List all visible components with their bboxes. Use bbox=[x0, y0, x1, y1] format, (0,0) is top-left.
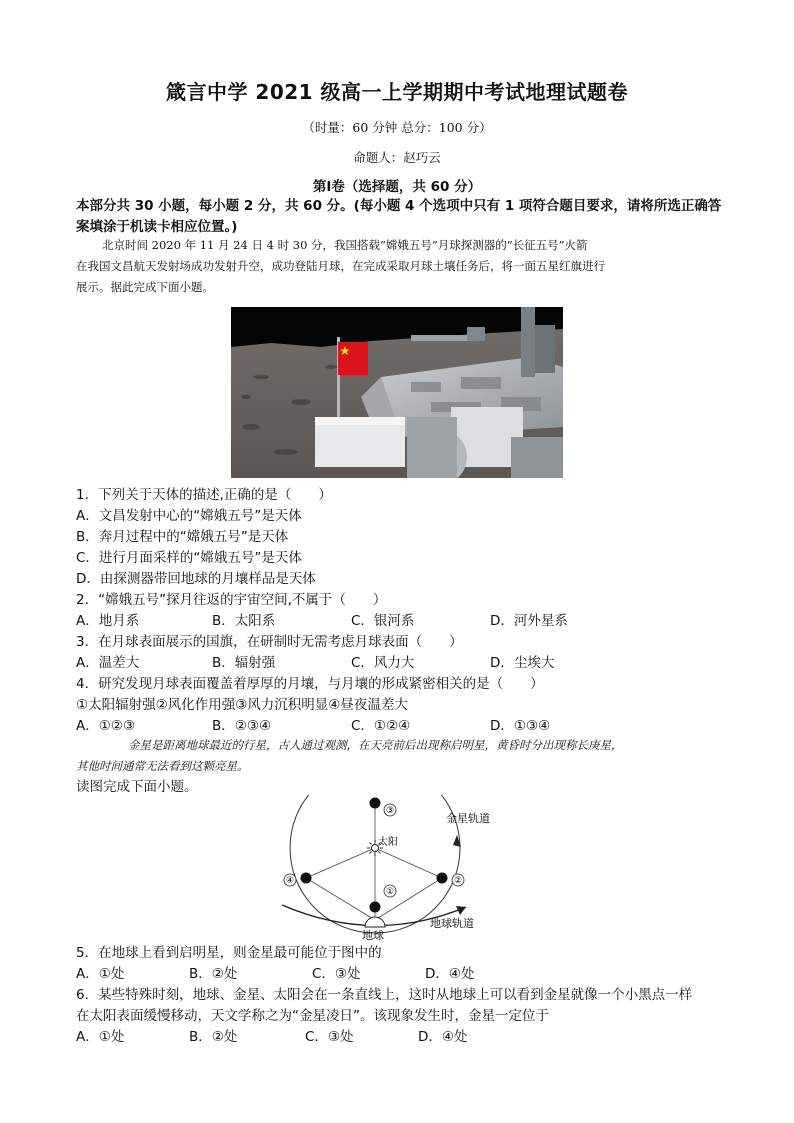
section-heading: 第Ⅰ卷（选择题，共 60 分） bbox=[312, 179, 482, 195]
venus-position-2 bbox=[437, 873, 448, 884]
marker-4: ④ bbox=[285, 876, 295, 886]
china-flag bbox=[338, 342, 368, 375]
question-6-stem-line2: 在太阳表面缓慢移动，天文学称之为“金星凌日”。该现象发生时，金星一定位于 bbox=[76, 1008, 549, 1024]
q6-option-b[interactable]: B．②处 bbox=[189, 1029, 238, 1045]
question-4-choices: ①太阳辐射强②风化作用强③风力沉积明显④昼夜温差大 bbox=[76, 697, 408, 713]
q5-option-d[interactable]: D．④处 bbox=[425, 966, 475, 982]
passage2-line1: 金星是距离地球最近的行星，古人通过观测，在天亮前后出现称启明星，黄昏时分出现称长庚星， bbox=[128, 738, 623, 752]
sun-label: 太阳 bbox=[378, 837, 398, 848]
q4-option-a[interactable]: A．①②③ bbox=[76, 718, 136, 734]
q5-option-b[interactable]: B．②处 bbox=[189, 966, 238, 982]
q2-option-a[interactable]: A．地月系 bbox=[76, 613, 140, 629]
q1-option-d[interactable]: D．由探测器带回地球的月壤样品是天体 bbox=[76, 571, 316, 587]
q4-option-c[interactable]: C．①②④ bbox=[351, 718, 411, 734]
time-score: （时量：60 分钟 总分：100 分） bbox=[302, 120, 492, 135]
q6-option-a[interactable]: A．①处 bbox=[76, 1029, 125, 1045]
page-title: 箴言中学 2021 级高一上学期期中考试地理试题卷 bbox=[165, 80, 629, 104]
passage1-line1: 北京时间 2020 年 11 月 24 日 4 时 30 分，我国搭载“嫦娥五号”月球探测器的“长征五号”火箭 bbox=[102, 238, 588, 252]
venus-orbit-label: 金星轨道 bbox=[446, 812, 490, 825]
author: 命题人：赵巧云 bbox=[353, 150, 441, 165]
venus-position-3 bbox=[370, 798, 381, 809]
instruction-line-1: 本部分共 30 小题，每小题 2 分，共 60 分。(每小题 4 个选项中只有 1 项符合题目要求，请将所选正确答 bbox=[76, 198, 722, 214]
marker-1: ① bbox=[385, 887, 395, 897]
q3-option-a[interactable]: A．温差大 bbox=[76, 655, 140, 671]
passage1-line2: 在我国文昌航天发射场成功发射升空，成功登陆月球，在完成采取月球土壤任务后，将一面五星红旗进行 bbox=[76, 259, 605, 273]
question-5-stem: 5．在地球上看到启明星，则金星最可能位于图中的 bbox=[76, 945, 382, 961]
question-3-stem: 3．在月球表面展示的国旗，在研制时无需考虑月球表面（ ） bbox=[76, 634, 463, 650]
q4-option-b[interactable]: B．②③④ bbox=[212, 718, 272, 734]
q6-option-d[interactable]: D．④处 bbox=[418, 1029, 468, 1045]
q6-option-c[interactable]: C．③处 bbox=[305, 1029, 354, 1045]
passage1-line3: 展示。据此完成下面小题。 bbox=[76, 280, 214, 294]
passage2-line2: 其他时间通常无法看到这颗亮星。 bbox=[76, 759, 249, 773]
lander-photo bbox=[231, 307, 563, 478]
question-1-stem: 1．下列关于天体的描述,正确的是（ ） bbox=[76, 487, 332, 503]
q4-option-d[interactable]: D．①③④ bbox=[490, 718, 551, 734]
q3-option-d[interactable]: D．尘埃大 bbox=[490, 655, 555, 671]
q3-option-c[interactable]: C．风力大 bbox=[351, 655, 415, 671]
q3-option-b[interactable]: B．辐射强 bbox=[212, 655, 276, 671]
q5-option-c[interactable]: C．③处 bbox=[312, 966, 361, 982]
marker-3: ③ bbox=[385, 806, 395, 816]
venus-orbit-diagram bbox=[270, 795, 530, 940]
passage2-line3: 读图完成下面小题。 bbox=[76, 779, 198, 795]
marker-2: ② bbox=[453, 876, 463, 886]
question-4-stem: 4．研究发现月球表面覆盖着厚厚的月壤，与月壤的形成紧密相关的是（ ） bbox=[76, 676, 544, 692]
q1-option-a[interactable]: A．文昌发射中心的“嫦娥五号”是天体 bbox=[76, 508, 302, 524]
instruction-line-2: 案填涂于机读卡相应位置。) bbox=[76, 219, 238, 235]
q5-option-a[interactable]: A．①处 bbox=[76, 966, 125, 982]
question-2-stem: 2．“嫦娥五号”探月往返的宇宙空间,不属于（ ） bbox=[76, 592, 387, 608]
q1-option-b[interactable]: B．奔月过程中的“嫦娥五号”是天体 bbox=[76, 529, 289, 545]
q2-option-c[interactable]: C．银河系 bbox=[351, 613, 415, 629]
venus-position-1 bbox=[370, 902, 381, 913]
q2-option-d[interactable]: D．河外星系 bbox=[490, 613, 568, 629]
earth-orbit-label: 地球轨道 bbox=[430, 917, 474, 930]
venus-position-4 bbox=[301, 873, 312, 884]
earth-icon bbox=[365, 917, 385, 927]
earth-label: 地球 bbox=[362, 929, 384, 940]
question-6-stem-line1: 6．某些特殊时刻，地球、金星、太阳会在一条直线上，这时从地球上可以看到金星就像一个小黑点一样 bbox=[76, 987, 693, 1003]
q2-option-b[interactable]: B．太阳系 bbox=[212, 613, 276, 629]
q1-option-c[interactable]: C．进行月面采样的“嫦娥五号”是天体 bbox=[76, 550, 302, 566]
